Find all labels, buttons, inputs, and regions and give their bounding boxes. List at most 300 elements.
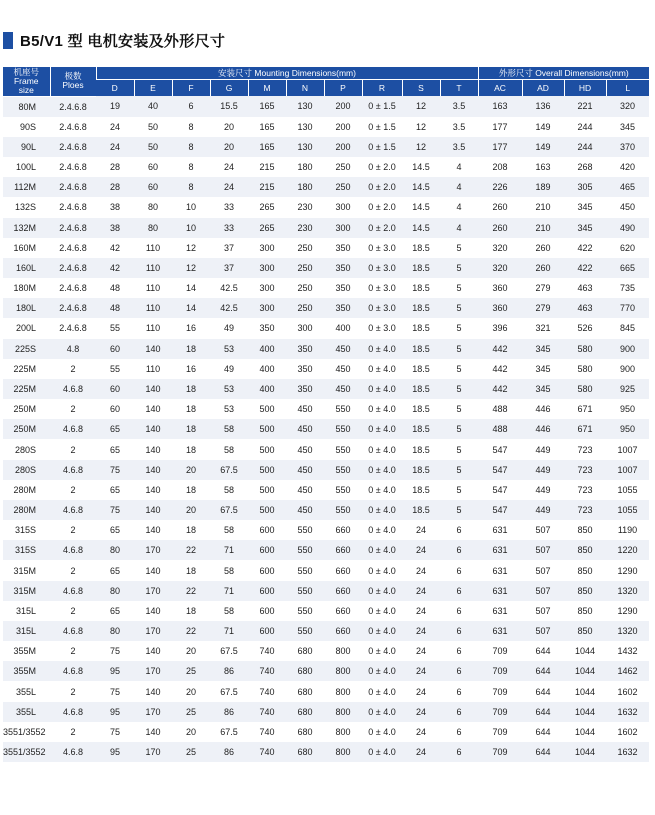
cell-dim-f: 18 xyxy=(172,439,210,459)
cell-dim-r: 0 ± 2.0 xyxy=(362,197,402,217)
cell-dim-m: 600 xyxy=(248,581,286,601)
cell-dim-p: 550 xyxy=(324,439,362,459)
cell-dim-ac: 709 xyxy=(478,661,522,681)
cell-dim-l: 420 xyxy=(606,157,649,177)
cell-dim-n: 680 xyxy=(286,681,324,701)
cell-frame-size: 315L xyxy=(3,601,50,621)
cell-dim-l: 1632 xyxy=(606,742,649,762)
cell-dim-f: 25 xyxy=(172,661,210,681)
cell-dim-ac: 709 xyxy=(478,742,522,762)
cell-poles: 4.6.8 xyxy=(50,742,96,762)
cell-dim-ad: 163 xyxy=(522,157,564,177)
cell-dim-m: 740 xyxy=(248,661,286,681)
cell-dim-f: 22 xyxy=(172,581,210,601)
cell-dim-ad: 210 xyxy=(522,197,564,217)
cell-dim-l: 1007 xyxy=(606,460,649,480)
cell-dim-r: 0 ± 1.5 xyxy=(362,117,402,137)
cell-dim-l: 900 xyxy=(606,339,649,359)
cell-dim-f: 6 xyxy=(172,96,210,117)
column-header-t: T xyxy=(440,80,478,97)
cell-dim-r: 0 ± 2.0 xyxy=(362,218,402,238)
cell-dim-p: 300 xyxy=(324,197,362,217)
cell-dim-ac: 631 xyxy=(478,560,522,580)
cell-dim-n: 450 xyxy=(286,500,324,520)
cell-frame-size: 3551/3552 xyxy=(3,722,50,742)
cell-dim-d: 19 xyxy=(96,96,134,117)
cell-dim-l: 665 xyxy=(606,258,649,278)
cell-dim-s: 18.5 xyxy=(402,359,440,379)
cell-dim-r: 0 ± 4.0 xyxy=(362,339,402,359)
cell-dim-ad: 345 xyxy=(522,379,564,399)
cell-dim-hd: 463 xyxy=(564,278,606,298)
cell-dim-f: 20 xyxy=(172,641,210,661)
cell-dim-s: 18.5 xyxy=(402,258,440,278)
cell-dim-n: 550 xyxy=(286,520,324,540)
table-row xyxy=(3,419,649,439)
cell-dim-l: 465 xyxy=(606,177,649,197)
cell-dim-e: 170 xyxy=(134,621,172,641)
cell-dim-n: 180 xyxy=(286,177,324,197)
cell-dim-f: 25 xyxy=(172,702,210,722)
cell-dim-s: 12 xyxy=(402,117,440,137)
cell-dim-n: 250 xyxy=(286,258,324,278)
cell-dim-n: 250 xyxy=(286,298,324,318)
cell-dim-g: 86 xyxy=(210,661,248,681)
cell-dim-d: 24 xyxy=(96,137,134,157)
cell-dim-ac: 360 xyxy=(478,278,522,298)
cell-dim-m: 165 xyxy=(248,96,286,117)
cell-dim-p: 350 xyxy=(324,298,362,318)
cell-dim-n: 680 xyxy=(286,722,324,742)
cell-dim-t: 4 xyxy=(440,218,478,238)
cell-dim-r: 0 ± 4.0 xyxy=(362,681,402,701)
cell-dim-d: 80 xyxy=(96,581,134,601)
cell-dim-l: 845 xyxy=(606,318,649,338)
table-row xyxy=(3,641,649,661)
cell-dim-d: 65 xyxy=(96,439,134,459)
cell-dim-t: 5 xyxy=(440,339,478,359)
cell-dim-s: 18.5 xyxy=(402,318,440,338)
cell-dim-p: 200 xyxy=(324,137,362,157)
cell-dim-e: 50 xyxy=(134,117,172,137)
cell-dim-e: 50 xyxy=(134,137,172,157)
cell-dim-ad: 449 xyxy=(522,439,564,459)
cell-dim-f: 16 xyxy=(172,318,210,338)
cell-poles: 2 xyxy=(50,681,96,701)
cell-dim-l: 370 xyxy=(606,137,649,157)
cell-dim-e: 140 xyxy=(134,560,172,580)
cell-dim-t: 5 xyxy=(440,460,478,480)
cell-dim-l: 1602 xyxy=(606,681,649,701)
cell-dim-r: 0 ± 4.0 xyxy=(362,581,402,601)
cell-dim-n: 350 xyxy=(286,339,324,359)
table-row xyxy=(3,137,649,157)
cell-dim-d: 75 xyxy=(96,681,134,701)
cell-frame-size: 355M xyxy=(3,641,50,661)
cell-frame-size: 225M xyxy=(3,379,50,399)
cell-dim-g: 67.5 xyxy=(210,641,248,661)
table-row xyxy=(3,117,649,137)
cell-dim-p: 450 xyxy=(324,359,362,379)
cell-dim-ad: 446 xyxy=(522,419,564,439)
cell-dim-p: 660 xyxy=(324,560,362,580)
cell-dim-s: 24 xyxy=(402,540,440,560)
cell-dim-e: 110 xyxy=(134,258,172,278)
cell-dim-p: 550 xyxy=(324,419,362,439)
cell-dim-m: 740 xyxy=(248,742,286,762)
cell-dim-g: 42.5 xyxy=(210,298,248,318)
table-row xyxy=(3,96,649,117)
cell-dim-t: 6 xyxy=(440,581,478,601)
cell-dim-ac: 177 xyxy=(478,117,522,137)
cell-frame-size: 180L xyxy=(3,298,50,318)
cell-dim-ac: 260 xyxy=(478,218,522,238)
cell-dim-ac: 631 xyxy=(478,581,522,601)
cell-poles: 2 xyxy=(50,399,96,419)
cell-dim-ac: 709 xyxy=(478,702,522,722)
frame-size-header: 机座号 Frame size xyxy=(3,67,50,96)
cell-frame-size: 200L xyxy=(3,318,50,338)
cell-dim-r: 0 ± 3.0 xyxy=(362,258,402,278)
column-header-m: M xyxy=(248,80,286,97)
cell-dim-ac: 709 xyxy=(478,681,522,701)
cell-dim-f: 14 xyxy=(172,298,210,318)
cell-dim-s: 24 xyxy=(402,742,440,762)
cell-dim-s: 18.5 xyxy=(402,379,440,399)
cell-dim-d: 48 xyxy=(96,278,134,298)
cell-dim-s: 24 xyxy=(402,702,440,722)
cell-dim-l: 1055 xyxy=(606,500,649,520)
cell-dim-f: 18 xyxy=(172,399,210,419)
table-row xyxy=(3,722,649,742)
cell-dim-e: 140 xyxy=(134,339,172,359)
cell-dim-r: 0 ± 4.0 xyxy=(362,419,402,439)
cell-dim-l: 950 xyxy=(606,399,649,419)
cell-dim-hd: 305 xyxy=(564,177,606,197)
column-header-ad: AD xyxy=(522,80,564,97)
cell-dim-s: 18.5 xyxy=(402,238,440,258)
cell-dim-d: 42 xyxy=(96,238,134,258)
cell-dim-g: 42.5 xyxy=(210,278,248,298)
cell-dim-d: 38 xyxy=(96,197,134,217)
cell-dim-p: 660 xyxy=(324,540,362,560)
cell-dim-m: 600 xyxy=(248,520,286,540)
cell-dim-r: 0 ± 4.0 xyxy=(362,722,402,742)
cell-frame-size: 80M xyxy=(3,96,50,117)
cell-dim-ad: 279 xyxy=(522,298,564,318)
cell-dim-m: 300 xyxy=(248,278,286,298)
cell-dim-r: 0 ± 4.0 xyxy=(362,621,402,641)
cell-dim-r: 0 ± 3.0 xyxy=(362,238,402,258)
column-headers xyxy=(3,80,649,97)
cell-dim-s: 24 xyxy=(402,621,440,641)
cell-poles: 2.4.6.8 xyxy=(50,137,96,157)
cell-poles: 2.4.6.8 xyxy=(50,258,96,278)
cell-dim-hd: 244 xyxy=(564,137,606,157)
table-body xyxy=(3,96,649,762)
cell-dim-p: 800 xyxy=(324,641,362,661)
cell-dim-m: 165 xyxy=(248,137,286,157)
cell-dim-n: 130 xyxy=(286,96,324,117)
cell-dim-n: 550 xyxy=(286,601,324,621)
cell-dim-f: 10 xyxy=(172,197,210,217)
cell-dim-s: 18.5 xyxy=(402,298,440,318)
cell-dim-hd: 221 xyxy=(564,96,606,117)
cell-dim-l: 1220 xyxy=(606,540,649,560)
cell-dim-s: 24 xyxy=(402,641,440,661)
cell-dim-l: 1432 xyxy=(606,641,649,661)
cell-dim-m: 215 xyxy=(248,157,286,177)
column-header-hd: HD xyxy=(564,80,606,97)
cell-dim-f: 8 xyxy=(172,137,210,157)
cell-dim-d: 28 xyxy=(96,157,134,177)
cell-dim-p: 450 xyxy=(324,339,362,359)
cell-dim-f: 10 xyxy=(172,218,210,238)
cell-dim-hd: 1044 xyxy=(564,702,606,722)
cell-poles: 4.6.8 xyxy=(50,621,96,641)
cell-dim-g: 71 xyxy=(210,621,248,641)
cell-dim-hd: 1044 xyxy=(564,641,606,661)
cell-poles: 2 xyxy=(50,560,96,580)
cell-dim-n: 230 xyxy=(286,218,324,238)
cell-dim-d: 65 xyxy=(96,480,134,500)
cell-dim-p: 550 xyxy=(324,480,362,500)
cell-poles: 4.6.8 xyxy=(50,379,96,399)
cell-dim-ad: 260 xyxy=(522,258,564,278)
cell-dim-l: 1632 xyxy=(606,702,649,722)
cell-dim-ac: 163 xyxy=(478,96,522,117)
cell-dim-t: 4 xyxy=(440,197,478,217)
cell-poles: 2.4.6.8 xyxy=(50,117,96,137)
cell-dim-ad: 345 xyxy=(522,339,564,359)
cell-dim-e: 40 xyxy=(134,96,172,117)
cell-dim-s: 14.5 xyxy=(402,197,440,217)
cell-frame-size: 250M xyxy=(3,399,50,419)
cell-dim-ac: 442 xyxy=(478,359,522,379)
cell-dim-l: 900 xyxy=(606,359,649,379)
cell-dim-g: 58 xyxy=(210,560,248,580)
cell-dim-d: 95 xyxy=(96,742,134,762)
cell-dim-ac: 488 xyxy=(478,399,522,419)
cell-dim-ac: 631 xyxy=(478,540,522,560)
cell-dim-f: 18 xyxy=(172,419,210,439)
cell-dim-ac: 396 xyxy=(478,318,522,338)
cell-dim-hd: 268 xyxy=(564,157,606,177)
cell-dim-hd: 723 xyxy=(564,480,606,500)
cell-dim-g: 58 xyxy=(210,480,248,500)
cell-dim-n: 230 xyxy=(286,197,324,217)
cell-frame-size: 225M xyxy=(3,359,50,379)
table-row xyxy=(3,480,649,500)
cell-dim-s: 24 xyxy=(402,661,440,681)
cell-dim-f: 12 xyxy=(172,238,210,258)
cell-dim-s: 14.5 xyxy=(402,157,440,177)
cell-dim-e: 140 xyxy=(134,500,172,520)
column-header-n: N xyxy=(286,80,324,97)
cell-dim-p: 660 xyxy=(324,621,362,641)
cell-dim-ad: 449 xyxy=(522,460,564,480)
cell-dim-ac: 442 xyxy=(478,339,522,359)
cell-dim-ad: 644 xyxy=(522,742,564,762)
cell-dim-g: 53 xyxy=(210,399,248,419)
title-bar-marker xyxy=(3,32,13,49)
column-header-g: G xyxy=(210,80,248,97)
cell-frame-size: 280S xyxy=(3,439,50,459)
cell-dim-e: 140 xyxy=(134,480,172,500)
cell-dim-s: 18.5 xyxy=(402,419,440,439)
column-header-f: F xyxy=(172,80,210,97)
cell-dim-s: 12 xyxy=(402,137,440,157)
cell-dim-r: 0 ± 2.0 xyxy=(362,157,402,177)
cell-dim-m: 215 xyxy=(248,177,286,197)
table-row xyxy=(3,560,649,580)
cell-dim-hd: 1044 xyxy=(564,681,606,701)
cell-poles: 4.6.8 xyxy=(50,581,96,601)
section-heading xyxy=(3,30,225,50)
table-row xyxy=(3,581,649,601)
cell-dim-e: 110 xyxy=(134,359,172,379)
cell-dim-hd: 723 xyxy=(564,460,606,480)
cell-dim-hd: 1044 xyxy=(564,661,606,681)
cell-dim-m: 500 xyxy=(248,419,286,439)
table-row xyxy=(3,661,649,681)
cell-dim-m: 400 xyxy=(248,339,286,359)
cell-dim-e: 140 xyxy=(134,520,172,540)
table-row xyxy=(3,157,649,177)
cell-frame-size: 180M xyxy=(3,278,50,298)
cell-dim-t: 6 xyxy=(440,702,478,722)
cell-dim-t: 6 xyxy=(440,601,478,621)
cell-dim-ad: 644 xyxy=(522,681,564,701)
cell-dim-g: 33 xyxy=(210,218,248,238)
cell-dim-f: 16 xyxy=(172,359,210,379)
cell-dim-g: 67.5 xyxy=(210,460,248,480)
cell-dim-e: 170 xyxy=(134,540,172,560)
cell-dim-hd: 422 xyxy=(564,238,606,258)
cell-frame-size: 315L xyxy=(3,621,50,641)
cell-dim-f: 18 xyxy=(172,601,210,621)
cell-dim-g: 67.5 xyxy=(210,500,248,520)
cell-dim-m: 600 xyxy=(248,621,286,641)
cell-dim-l: 620 xyxy=(606,238,649,258)
cell-dim-s: 24 xyxy=(402,681,440,701)
cell-dim-d: 48 xyxy=(96,298,134,318)
cell-dim-r: 0 ± 4.0 xyxy=(362,540,402,560)
cell-dim-hd: 463 xyxy=(564,298,606,318)
cell-dim-r: 0 ± 4.0 xyxy=(362,480,402,500)
table-row xyxy=(3,681,649,701)
cell-dim-g: 58 xyxy=(210,601,248,621)
cell-dim-g: 86 xyxy=(210,702,248,722)
cell-dim-ac: 360 xyxy=(478,298,522,318)
table-row xyxy=(3,177,649,197)
cell-dim-g: 37 xyxy=(210,238,248,258)
cell-dim-l: 1320 xyxy=(606,621,649,641)
cell-dim-n: 550 xyxy=(286,581,324,601)
cell-dim-d: 28 xyxy=(96,177,134,197)
cell-poles: 2.4.6.8 xyxy=(50,298,96,318)
cell-frame-size: 280M xyxy=(3,480,50,500)
cell-dim-m: 740 xyxy=(248,722,286,742)
cell-dim-s: 12 xyxy=(402,96,440,117)
cell-dim-hd: 345 xyxy=(564,197,606,217)
cell-dim-m: 400 xyxy=(248,379,286,399)
cell-dim-ac: 442 xyxy=(478,379,522,399)
cell-dim-p: 300 xyxy=(324,218,362,238)
cell-dim-hd: 850 xyxy=(564,560,606,580)
cell-dim-e: 80 xyxy=(134,197,172,217)
cell-poles: 4.6.8 xyxy=(50,702,96,722)
cell-dim-ac: 320 xyxy=(478,258,522,278)
cell-frame-size: 100L xyxy=(3,157,50,177)
cell-dim-hd: 526 xyxy=(564,318,606,338)
table-row xyxy=(3,500,649,520)
cell-dim-ad: 210 xyxy=(522,218,564,238)
cell-frame-size: 355L xyxy=(3,702,50,722)
cell-dim-p: 350 xyxy=(324,258,362,278)
cell-dim-e: 110 xyxy=(134,278,172,298)
cell-dim-ac: 631 xyxy=(478,520,522,540)
cell-dim-l: 1290 xyxy=(606,560,649,580)
cell-dim-r: 0 ± 3.0 xyxy=(362,298,402,318)
cell-dim-m: 265 xyxy=(248,197,286,217)
table-row xyxy=(3,339,649,359)
cell-dim-p: 550 xyxy=(324,500,362,520)
cell-dim-r: 0 ± 4.0 xyxy=(362,460,402,480)
dimensions-table xyxy=(3,67,649,762)
cell-dim-m: 600 xyxy=(248,560,286,580)
column-header-l: L xyxy=(606,80,649,97)
cell-dim-g: 49 xyxy=(210,359,248,379)
cell-dim-e: 140 xyxy=(134,419,172,439)
cell-dim-n: 550 xyxy=(286,621,324,641)
cell-dim-ad: 449 xyxy=(522,500,564,520)
cell-dim-f: 18 xyxy=(172,480,210,500)
cell-dim-f: 18 xyxy=(172,379,210,399)
cell-dim-r: 0 ± 1.5 xyxy=(362,137,402,157)
cell-dim-t: 6 xyxy=(440,661,478,681)
table-row xyxy=(3,439,649,459)
cell-dim-t: 5 xyxy=(440,278,478,298)
cell-dim-n: 450 xyxy=(286,419,324,439)
cell-poles: 2.4.6.8 xyxy=(50,96,96,117)
cell-dim-n: 680 xyxy=(286,702,324,722)
cell-dim-r: 0 ± 4.0 xyxy=(362,500,402,520)
table-row xyxy=(3,399,649,419)
cell-dim-m: 500 xyxy=(248,500,286,520)
cell-dim-f: 20 xyxy=(172,681,210,701)
cell-dim-ac: 547 xyxy=(478,500,522,520)
cell-dim-m: 165 xyxy=(248,117,286,137)
cell-poles: 2 xyxy=(50,480,96,500)
cell-dim-t: 5 xyxy=(440,480,478,500)
cell-dim-ad: 189 xyxy=(522,177,564,197)
cell-dim-p: 200 xyxy=(324,117,362,137)
table-row xyxy=(3,318,649,338)
cell-dim-f: 8 xyxy=(172,177,210,197)
cell-dim-m: 300 xyxy=(248,298,286,318)
cell-poles: 2 xyxy=(50,641,96,661)
cell-dim-e: 140 xyxy=(134,460,172,480)
cell-dim-ad: 507 xyxy=(522,621,564,641)
cell-dim-f: 18 xyxy=(172,520,210,540)
cell-dim-p: 800 xyxy=(324,702,362,722)
cell-dim-l: 345 xyxy=(606,117,649,137)
cell-dim-r: 0 ± 4.0 xyxy=(362,399,402,419)
cell-dim-p: 800 xyxy=(324,722,362,742)
table-row xyxy=(3,702,649,722)
cell-dim-p: 250 xyxy=(324,157,362,177)
